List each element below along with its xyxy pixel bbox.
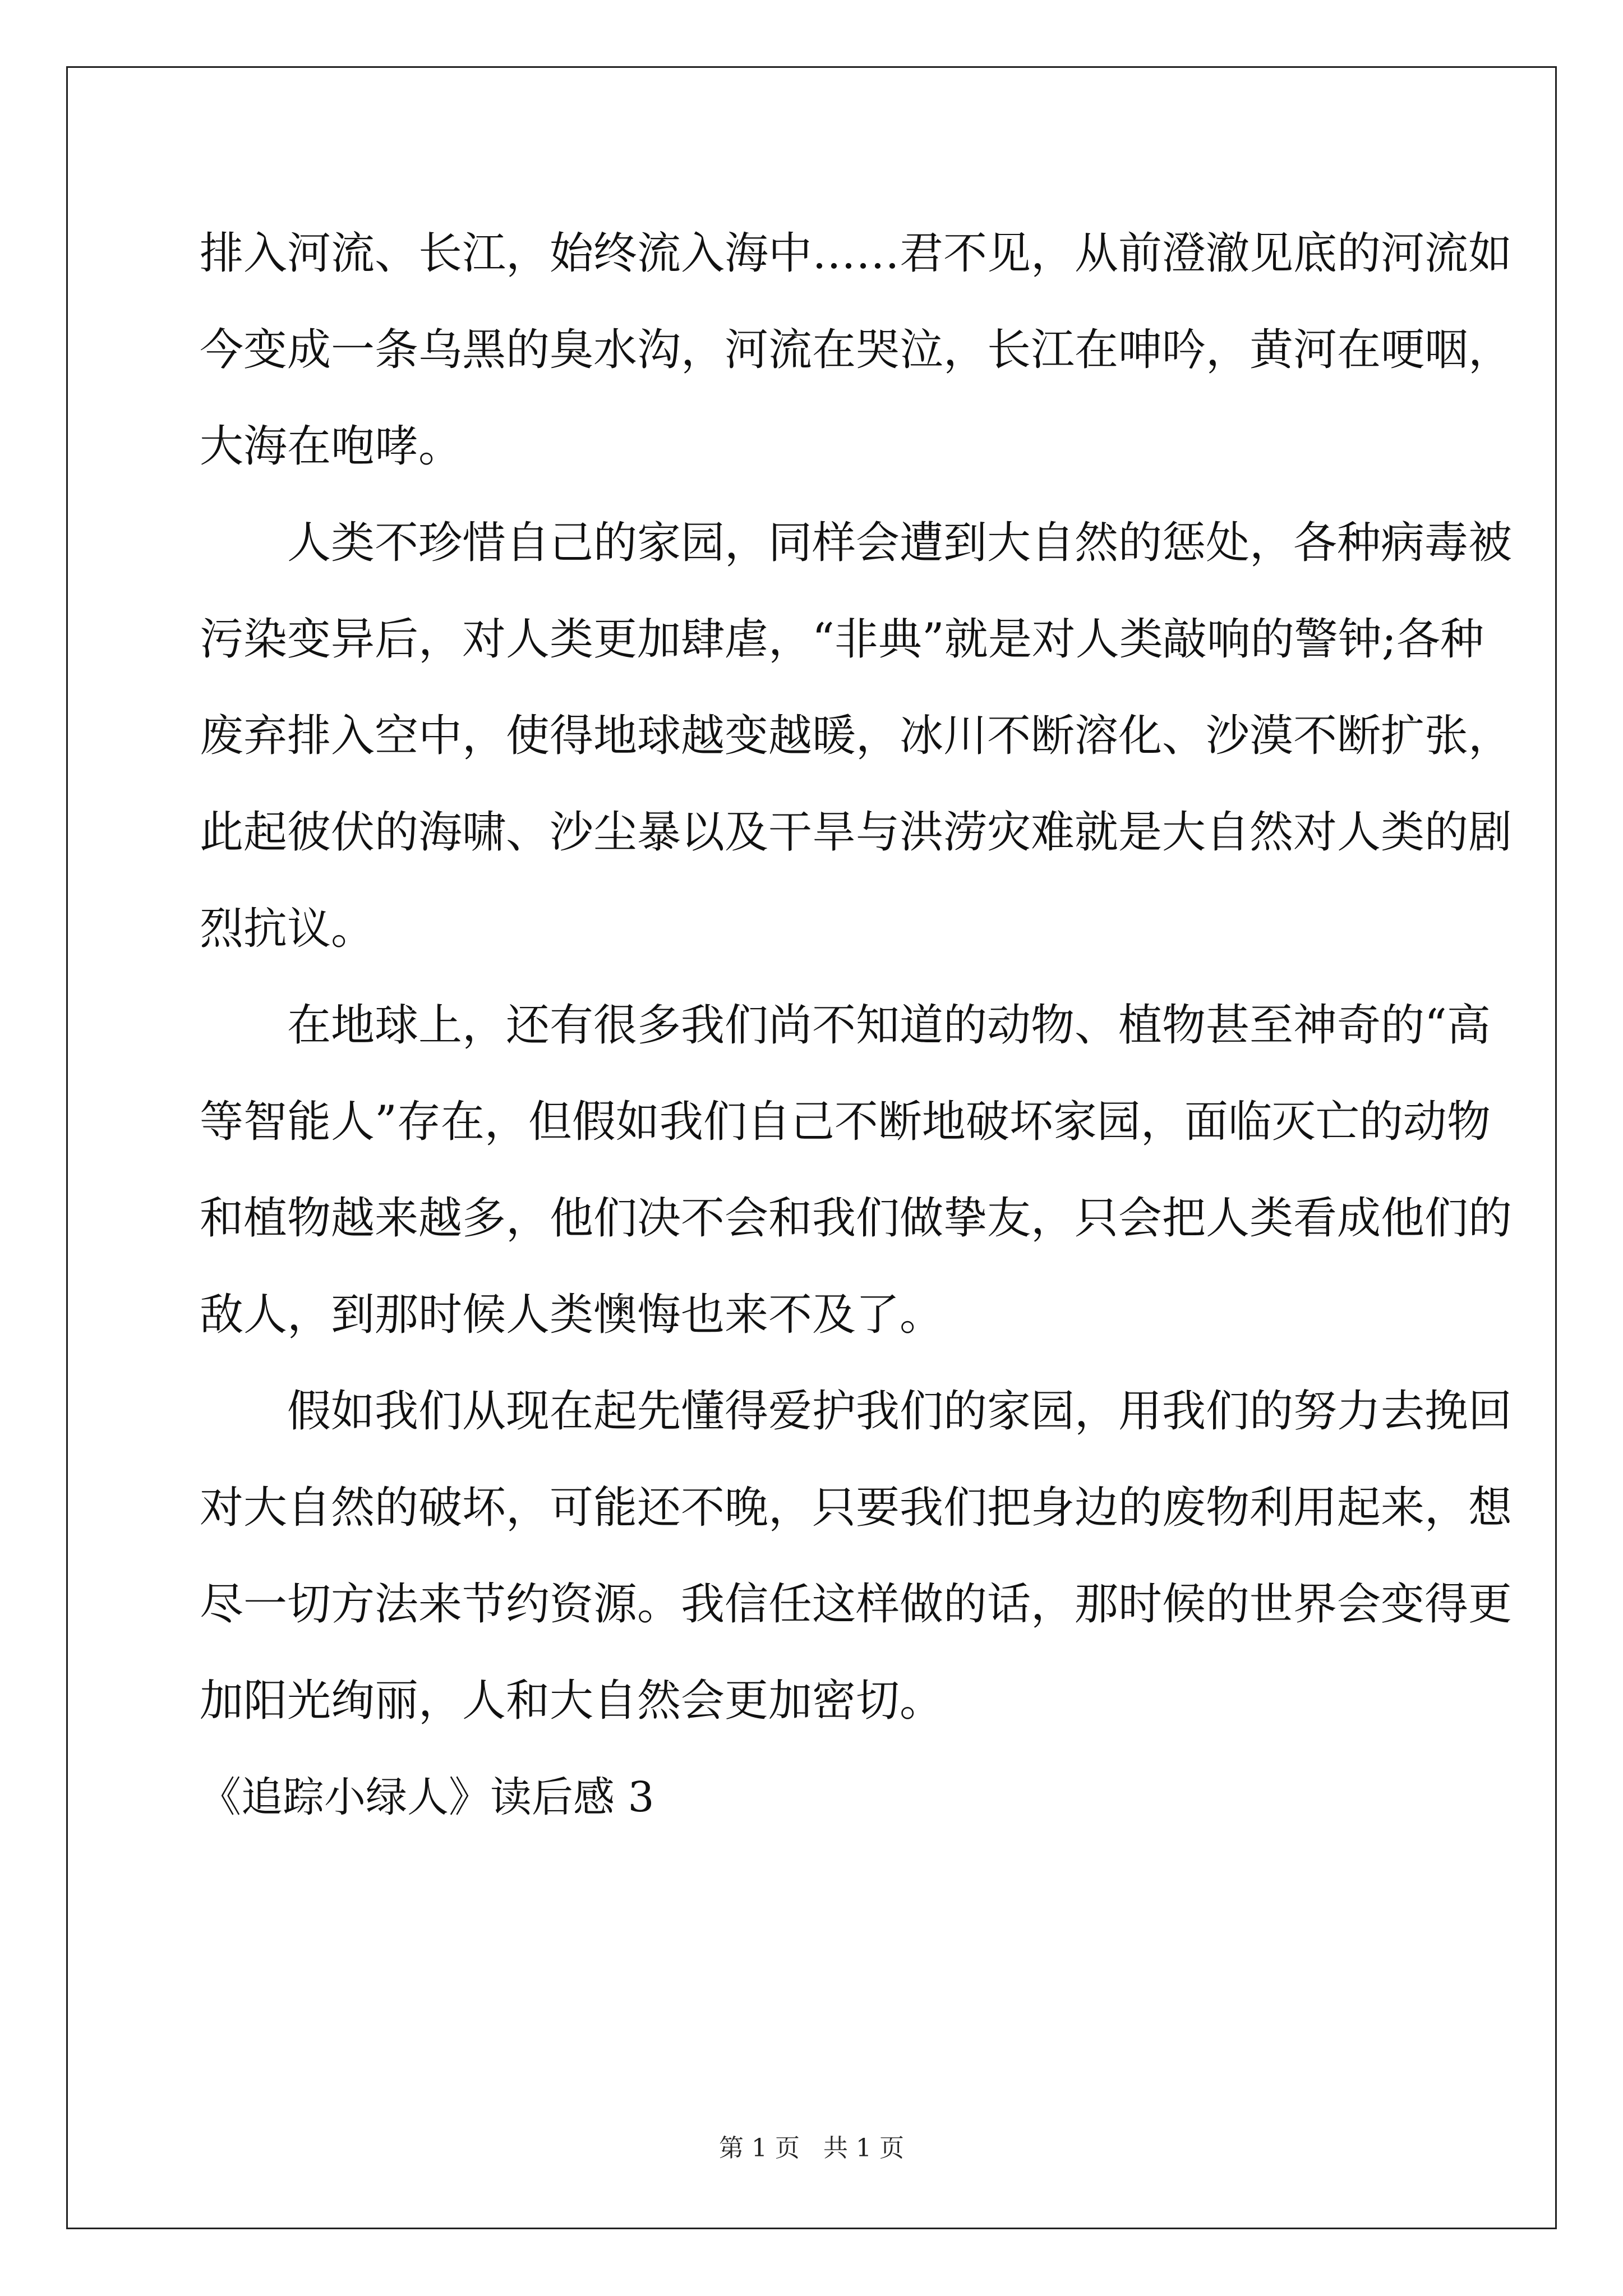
text-line: 今变成一条乌黑的臭水沟，河流在哭泣，长江在呻吟，黄河在哽咽， — [200, 325, 1513, 375]
page-footer — [0, 2132, 1623, 2165]
text-line: 排入河流、长江，始终流入海中……君不见，从前澄澈见底的河流如 — [200, 228, 1513, 279]
text-line: 废弃排入空中，使得地球越变越暖，冰川不断溶化、沙漠不断扩张， — [200, 711, 1513, 761]
section-heading: 《追踪小绿人》读后感 3 — [200, 1773, 654, 1821]
text-line: 对大自然的破坏，可能还不晚，只要我们把身边的废物利用起来，想 — [200, 1483, 1513, 1533]
text-line: 烈抗议。 — [200, 904, 375, 954]
text-line: 此起彼伏的海啸、沙尘暴以及干旱与洪涝灾难就是大自然对人类的剧 — [200, 807, 1513, 858]
text-line: 污染变异后，对人类更加肆虐，“非典”就是对人类敲响的警钟;各种 — [200, 614, 1484, 665]
document-body — [200, 219, 1513, 1859]
text-line: 等智能人”存在，但假如我们自己不断地破坏家园，面临灭亡的动物 — [200, 1097, 1491, 1147]
page-number: 第 1 页 — [719, 2134, 800, 2162]
text-line: 和植物越来越多，他们决不会和我们做挚友，只会把人类看成他们的 — [200, 1193, 1513, 1244]
text-line: 敌人，到那时候人类懊悔也来不及了。 — [200, 1290, 944, 1340]
paragraph — [200, 1377, 1513, 1763]
paragraph — [200, 508, 1513, 991]
text-line: 尽一切方法来节约资源。我信任这样做的话，那时候的世界会变得更 — [200, 1579, 1513, 1630]
text-line: 假如我们从现在起先懂得爱护我们的家园，用我们的努力去挽回 — [287, 1386, 1513, 1437]
paragraph — [200, 991, 1513, 1377]
text-line: 在地球上，还有很多我们尚不知道的动物、植物甚至神奇的“高 — [287, 1000, 1491, 1051]
page-total: 共 1 页 — [823, 2134, 904, 2162]
text-line: 大海在咆哮。 — [200, 421, 463, 472]
text-line: 人类不珍惜自己的家园，同样会遭到大自然的惩处，各种病毒被 — [287, 518, 1513, 568]
text-line: 加阳光绚丽，人和大自然会更加密切。 — [200, 1676, 944, 1726]
paragraph — [200, 219, 1513, 508]
